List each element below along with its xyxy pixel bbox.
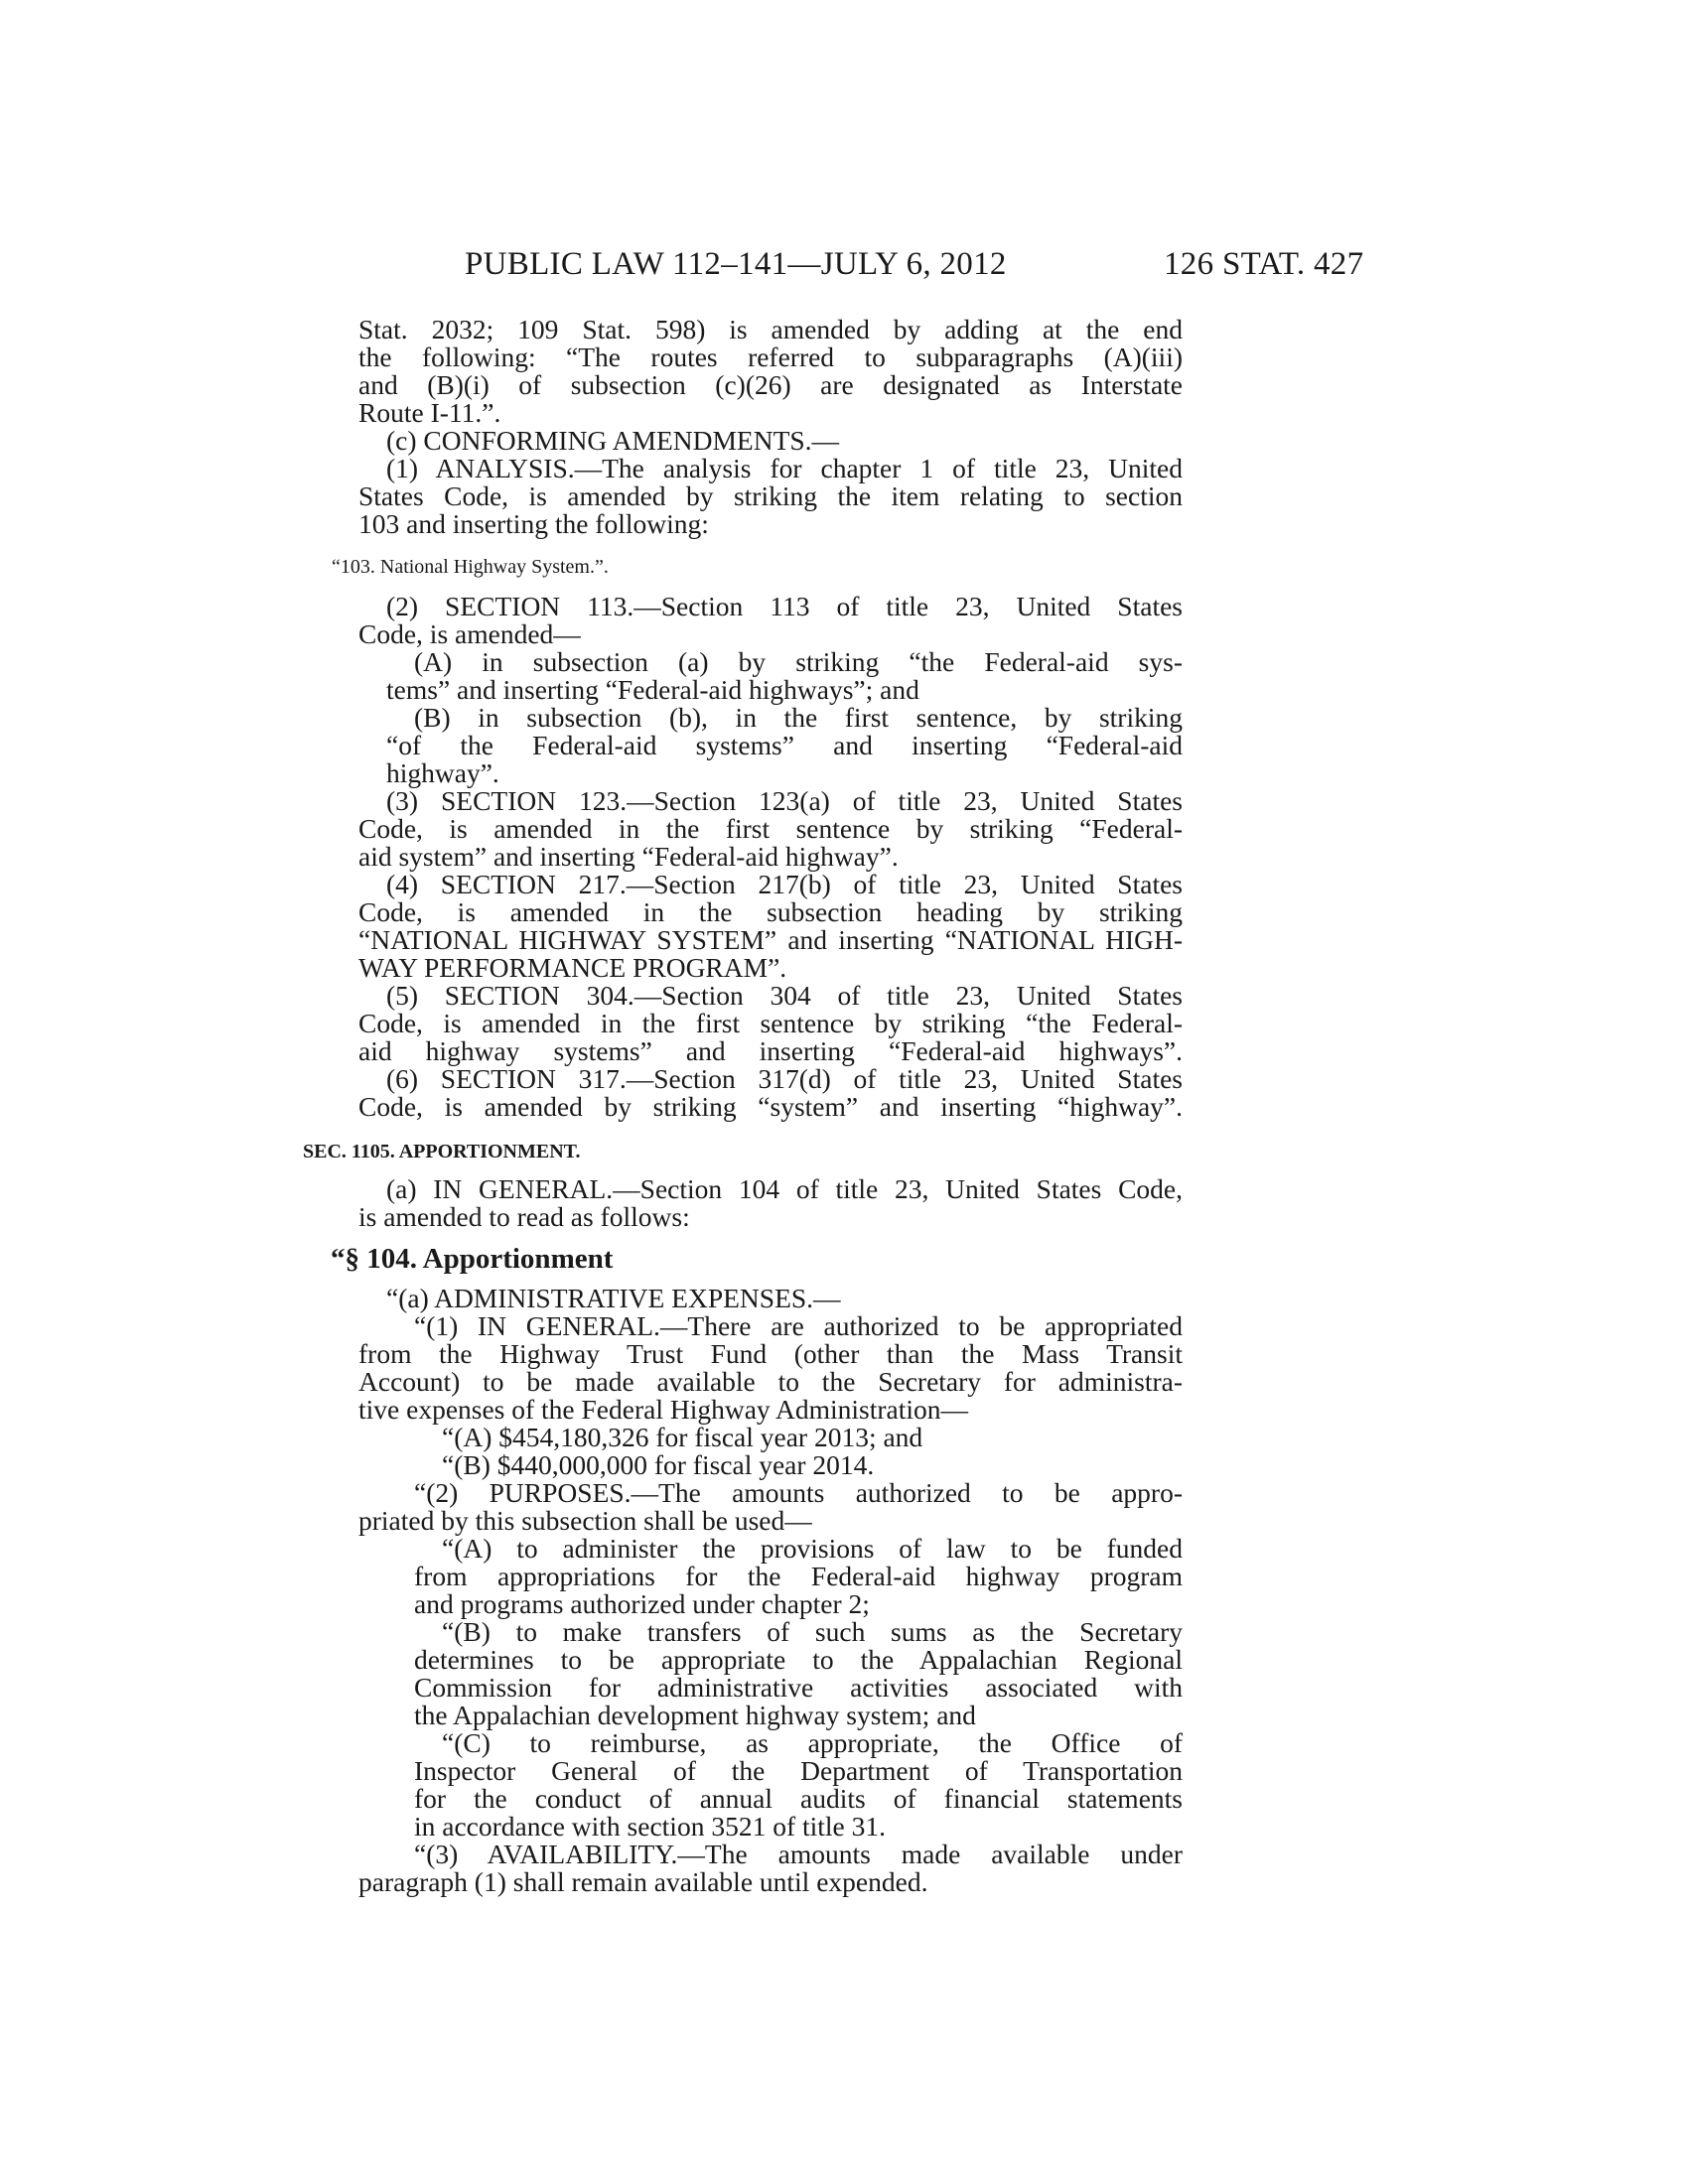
text-line: Commission for administrative activities associated with <box>414 1672 1183 1703</box>
subsection-heading: (c) CONFORMING AMENDMENTS.— <box>386 425 840 456</box>
text-line: “(1) IN GENERAL.—There are authorized to be appropriated <box>414 1310 1183 1341</box>
text-line: “(A) to administer the provisions of law to be funded <box>442 1533 1183 1564</box>
page-number: 126 STAT. 427 <box>1164 246 1364 282</box>
text-line: Inspector General of the Department of Transportation <box>414 1755 1183 1786</box>
text-line: 103 and inserting the following: <box>358 508 709 539</box>
text-line: (B) in subsection (b), in the first sentence, by striking <box>414 702 1183 733</box>
subsection-heading: “(a) ADMINISTRATIVE EXPENSES.— <box>386 1283 841 1313</box>
text-line: and programs authorized under chapter 2; <box>414 1588 870 1619</box>
text-line: in accordance with section 3521 of title 31. <box>414 1811 886 1842</box>
text-line: (A) in subsection (a) by striking “the Federal-aid sys- <box>414 646 1183 677</box>
text-line: (4) SECTION 217.—Section 217(b) of title 23, United States <box>386 869 1183 899</box>
text-line: Code, is amended— <box>358 618 581 649</box>
text-line: Route I-11.”. <box>358 397 501 428</box>
text-line: Stat. 2032; 109 Stat. 598) is amended by adding at the end <box>358 314 1183 344</box>
text-line: the Appalachian development highway system; and <box>414 1700 976 1730</box>
text-line: highway”. <box>386 757 499 788</box>
text-line: aid system” and inserting “Federal-aid highway”. <box>358 841 899 872</box>
text-line: (2) SECTION 113.—Section 113 of title 23, United States <box>386 591 1183 621</box>
text-line: Account) to be made available to the Secretary for administra- <box>358 1366 1183 1397</box>
text-line: “(2) PURPOSES.—The amounts authorized to be appro- <box>414 1477 1183 1508</box>
text-line: “NATIONAL HIGHWAY SYSTEM” and inserting “NATIONAL HIGH- <box>358 924 1183 955</box>
text-line: from the Highway Trust Fund (other than the Mass Transit <box>358 1338 1183 1369</box>
text-line: WAY PERFORMANCE PROGRAM”. <box>358 952 787 983</box>
text-line: from appropriations for the Federal-aid highway program <box>414 1561 1183 1591</box>
text-line: “of the Federal-aid systems” and inserting “Federal-aid <box>386 730 1183 760</box>
text-line: States Code, is amended by striking the item relating to section <box>358 480 1183 511</box>
text-line: the following: “The routes referred to subparagraphs (A)(iii) <box>358 341 1183 372</box>
text-line: tive expenses of the Federal Highway Administration— <box>358 1394 969 1425</box>
text-line: “(3) AVAILABILITY.—The amounts made available under <box>414 1839 1183 1869</box>
text-line: aid highway systems” and inserting “Federal-aid highways”. <box>358 1035 1183 1066</box>
section-heading: SEC. 1105. APPORTIONMENT. <box>303 1141 581 1162</box>
text-line: determines to be appropriate to the Appalachian Regional <box>414 1644 1183 1675</box>
text-line: Code, is amended in the first sentence by striking “Federal- <box>358 813 1183 844</box>
text-line: is amended to read as follows: <box>358 1201 690 1232</box>
text-line: and (B)(i) of subsection (c)(26) are designated as Interstate <box>358 369 1183 400</box>
text-line: (5) SECTION 304.—Section 304 of title 23, United States <box>386 980 1183 1011</box>
text-line: tems” and inserting “Federal-aid highways”; and <box>386 674 919 705</box>
table-of-contents-item: “103. National Highway System.”. <box>332 556 609 578</box>
code-section-heading: “§ 104. Apportionment <box>331 1243 614 1275</box>
text-line: for the conduct of annual audits of financial statements <box>414 1783 1183 1814</box>
text-line: paragraph (1) shall remain available until expended. <box>358 1866 928 1897</box>
text-line: “(A) $454,180,326 for fiscal year 2013; and <box>442 1422 923 1452</box>
text-line: Code, is amended by striking “system” and inserting “highway”. <box>358 1091 1183 1122</box>
text-line: Code, is amended in the first sentence by striking “the Federal- <box>358 1008 1183 1038</box>
text-line: priated by this subsection shall be used— <box>358 1505 812 1536</box>
text-line: (6) SECTION 317.—Section 317(d) of title 23, United States <box>386 1063 1183 1094</box>
text-line: (1) ANALYSIS.—The analysis for chapter 1 of title 23, United <box>386 453 1183 483</box>
text-line: (3) SECTION 123.—Section 123(a) of title 23, United States <box>386 785 1183 816</box>
running-header-title: PUBLIC LAW 112–141—JULY 6, 2012 <box>465 246 1007 282</box>
text-line: Code, is amended in the subsection heading by striking <box>358 896 1183 927</box>
text-line: “(B) to make transfers of such sums as the Secretary <box>442 1616 1183 1647</box>
text-line: (a) IN GENERAL.—Section 104 of title 23, United States Code, <box>386 1173 1183 1204</box>
text-line: “(C) to reimburse, as appropriate, the Office of <box>442 1727 1183 1758</box>
text-line: “(B) $440,000,000 for fiscal year 2014. <box>442 1449 875 1480</box>
